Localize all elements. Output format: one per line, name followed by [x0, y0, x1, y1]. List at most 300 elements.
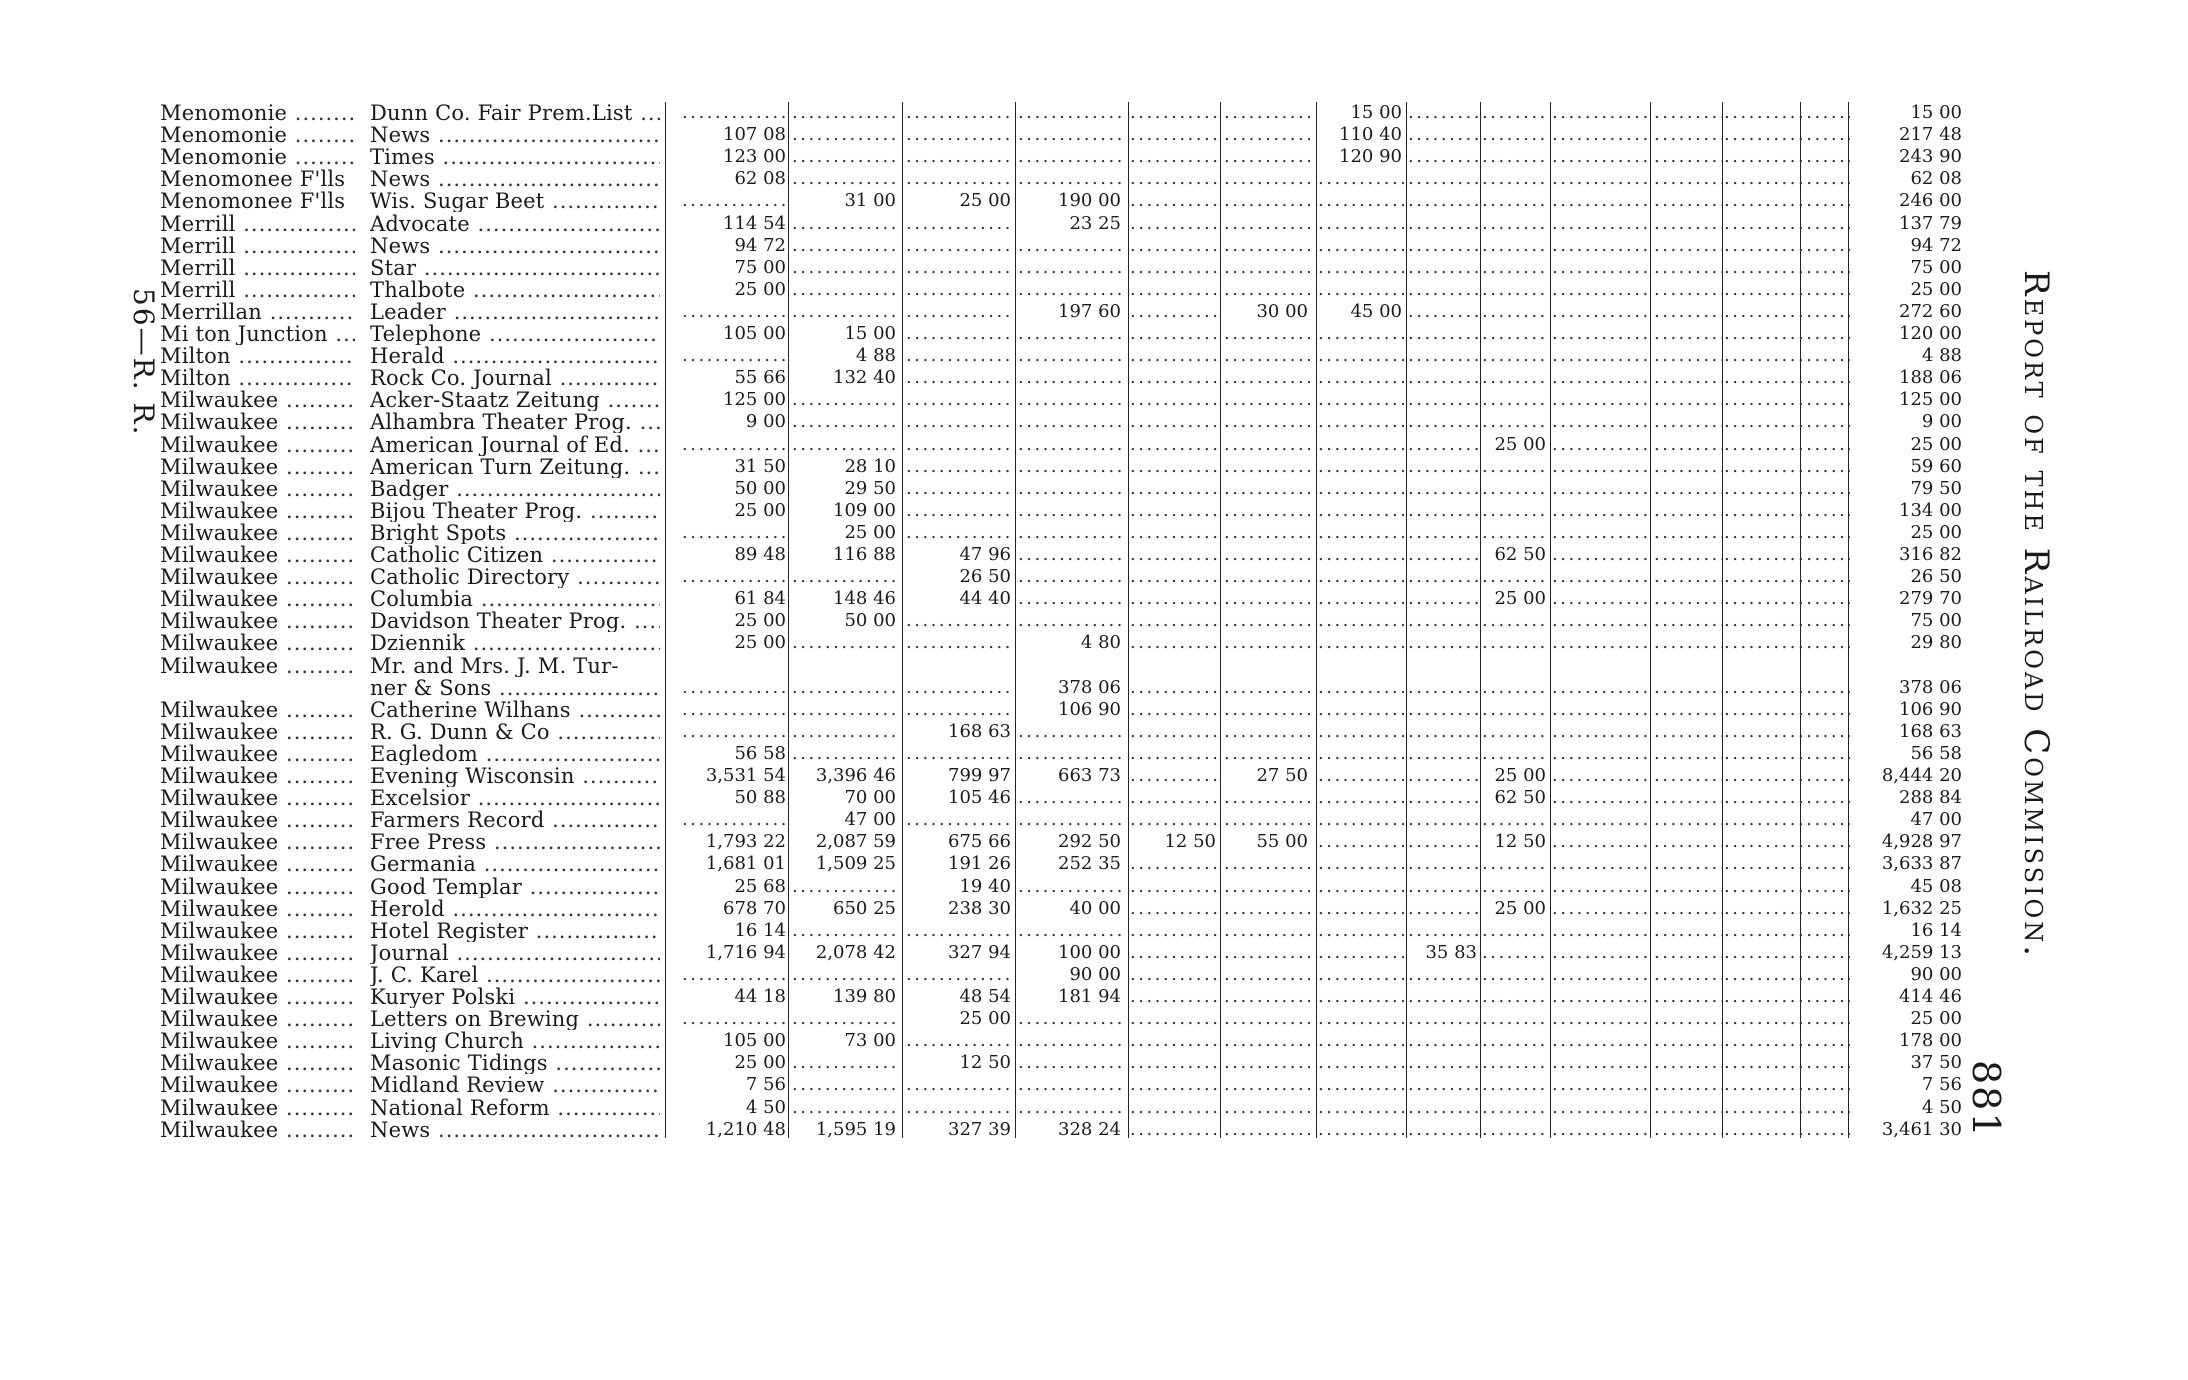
- dot-leader: [1318, 566, 1404, 588]
- publication-cell: Excelsior .....: [370, 787, 660, 809]
- ledger-row: [0, 213, 1990, 235]
- amount-cell: 114 54: [723, 212, 786, 234]
- amount-cell: 23 25: [1069, 212, 1121, 234]
- dot-leader: [1318, 478, 1404, 500]
- amount-cell: 44 18: [734, 986, 786, 1007]
- dot-leader: [1654, 566, 1722, 588]
- dot-leader: [1482, 876, 1544, 898]
- dot-leader: [1724, 610, 1850, 632]
- dot-leader: [1482, 345, 1544, 367]
- dot-leader: [1552, 345, 1652, 367]
- dot-leader: [1318, 876, 1404, 898]
- dot-leader: [1552, 920, 1652, 942]
- dot-leader: [906, 235, 1010, 257]
- dot-leader: [1224, 566, 1310, 588]
- dot-leader: [1130, 632, 1218, 654]
- dot-leader: [1724, 522, 1850, 544]
- dot-leader: [1018, 434, 1122, 456]
- dot-leader: [1318, 765, 1404, 787]
- dot-leader: [1654, 986, 1722, 1008]
- amount-cell: 1,595 19: [815, 1118, 896, 1140]
- publication-cell: Advocate .....: [370, 213, 660, 235]
- dot-leader: [1482, 213, 1544, 235]
- dot-leader: [682, 1008, 786, 1030]
- dot-leader: [1130, 434, 1218, 456]
- ledger-row: [0, 964, 1990, 986]
- total-cell: 168 63: [1899, 720, 1962, 742]
- total-cell: 243 90: [1899, 146, 1962, 168]
- publication-cell: Wis. Sugar Beet .....: [370, 190, 660, 212]
- dot-leader: [1724, 456, 1850, 478]
- dot-leader: [1318, 1030, 1404, 1052]
- amount-cell: 25 00: [959, 190, 1011, 212]
- dot-leader: [1130, 809, 1218, 831]
- dot-leader: [1318, 1052, 1404, 1074]
- dot-leader: [1018, 411, 1122, 433]
- dot-leader: [1552, 1052, 1652, 1074]
- total-cell: 75 00: [1910, 256, 1962, 278]
- dot-leader: [1018, 566, 1122, 588]
- amount-cell: 2,087 59: [815, 831, 896, 853]
- total-cell: 279 70: [1899, 588, 1962, 610]
- dot-leader: [1482, 323, 1544, 345]
- dot-leader: [1408, 831, 1478, 853]
- amount-cell: 105 46: [948, 787, 1011, 809]
- dot-leader: [1224, 323, 1310, 345]
- dot-leader: [1654, 389, 1722, 411]
- ledger-row: [0, 168, 1990, 190]
- dot-leader: [1724, 699, 1850, 721]
- total-cell: 272 60: [1899, 300, 1962, 322]
- ledger-row: [0, 765, 1990, 787]
- dot-leader: [1482, 411, 1544, 433]
- dot-leader: [682, 699, 786, 721]
- dot-leader: [792, 102, 896, 124]
- amount-cell: 90 00: [1069, 963, 1121, 985]
- dot-leader: [1224, 610, 1310, 632]
- total-cell: 120 00: [1899, 323, 1962, 344]
- town-cell: Milwaukee .....: [160, 522, 355, 544]
- amount-cell: 28 10: [844, 455, 896, 477]
- amount-cell: 378 06: [1058, 676, 1121, 698]
- dot-leader: [1724, 1119, 1850, 1141]
- dot-leader: [1552, 1030, 1652, 1052]
- ledger-row: [0, 500, 1990, 522]
- dot-leader: [1724, 942, 1850, 964]
- amount-cell: 89 48: [734, 544, 786, 565]
- dot-leader: [1318, 456, 1404, 478]
- amount-cell: 47 00: [844, 809, 896, 831]
- ledger-row: [0, 655, 1990, 677]
- dot-leader: [1724, 213, 1850, 235]
- dot-leader: [1654, 257, 1722, 279]
- dot-leader: [792, 566, 896, 588]
- dot-leader: [1482, 699, 1544, 721]
- amount-cell: 1,210 48: [705, 1118, 786, 1140]
- total-cell: 217 48: [1899, 124, 1962, 146]
- dot-leader: [1224, 1097, 1310, 1119]
- ledger-row: [0, 986, 1990, 1008]
- dot-leader: [1552, 544, 1652, 566]
- amount-cell: 1,793 22: [705, 831, 786, 853]
- dot-leader: [1482, 190, 1544, 212]
- dot-leader: [1018, 1008, 1122, 1030]
- total-cell: 288 84: [1899, 787, 1962, 809]
- dot-leader: [1018, 345, 1122, 367]
- publication-cell: Farmers Record .....: [370, 809, 660, 831]
- amount-cell: 116 88: [833, 544, 896, 565]
- dot-leader: [1318, 787, 1404, 809]
- dot-leader: [1130, 544, 1218, 566]
- publication-cell: Catholic Citizen .....: [370, 544, 660, 566]
- dot-leader: [1408, 610, 1478, 632]
- ledger-row: [0, 1119, 1990, 1141]
- amount-cell: 40 00: [1069, 897, 1121, 919]
- dot-leader: [1482, 456, 1544, 478]
- dot-leader: [1482, 1052, 1544, 1074]
- dot-leader: [1130, 765, 1218, 787]
- publication-cell: Free Press .....: [370, 831, 660, 853]
- publication-cell: Alhambra Theater Prog. .....: [370, 411, 660, 433]
- dot-leader: [1018, 1030, 1122, 1052]
- dot-leader: [1018, 920, 1122, 942]
- dot-leader: [1724, 809, 1850, 831]
- town-cell: Milwaukee .....: [160, 655, 355, 677]
- amount-cell: 55 00: [1256, 831, 1308, 853]
- dot-leader: [1130, 345, 1218, 367]
- dot-leader: [1654, 1074, 1722, 1096]
- dot-leader: [1482, 743, 1544, 765]
- dot-leader: [1654, 124, 1722, 146]
- dot-leader: [1408, 323, 1478, 345]
- dot-leader: [1654, 434, 1722, 456]
- total-cell: 1,632 25: [1881, 897, 1962, 919]
- dot-leader: [906, 743, 1010, 765]
- town-cell: Milwaukee .....: [160, 876, 355, 898]
- publication-cell: Midland Review .....: [370, 1074, 660, 1096]
- amount-cell: 106 90: [1058, 698, 1121, 720]
- dot-leader: [1224, 456, 1310, 478]
- dot-leader: [1408, 367, 1478, 389]
- dot-leader: [1724, 853, 1850, 875]
- amount-cell: 25 00: [734, 1052, 786, 1074]
- dot-leader: [1318, 699, 1404, 721]
- dot-leader: [1724, 411, 1850, 433]
- dot-leader: [1318, 831, 1404, 853]
- dot-leader: [1224, 743, 1310, 765]
- town-cell: Milton .....: [160, 367, 355, 389]
- publication-cell: Kuryer Polski .....: [370, 986, 660, 1008]
- dot-leader: [1018, 610, 1122, 632]
- amount-cell: 650 25: [833, 897, 896, 919]
- dot-leader: [1724, 168, 1850, 190]
- dot-leader: [1482, 677, 1544, 699]
- ledger-row: [0, 898, 1990, 920]
- dot-leader: [1482, 301, 1544, 323]
- dot-leader: [1724, 345, 1850, 367]
- dot-leader: [1130, 699, 1218, 721]
- dot-leader: [1552, 677, 1652, 699]
- dot-leader: [1552, 301, 1652, 323]
- dot-leader: [1318, 323, 1404, 345]
- dot-leader: [906, 301, 1010, 323]
- dot-leader: [1318, 588, 1404, 610]
- town-cell: Merrill .....: [160, 279, 355, 301]
- dot-leader: [1654, 964, 1722, 986]
- town-cell: Milwaukee .....: [160, 456, 355, 478]
- dot-leader: [1130, 301, 1218, 323]
- dot-leader: [1224, 235, 1310, 257]
- dot-leader: [906, 411, 1010, 433]
- dot-leader: [1130, 190, 1218, 212]
- dot-leader: [1552, 500, 1652, 522]
- dot-leader: [1482, 367, 1544, 389]
- amount-cell: 109 00: [833, 499, 896, 521]
- amount-cell: 799 97: [948, 765, 1011, 786]
- dot-leader: [906, 1030, 1010, 1052]
- dot-leader: [1482, 257, 1544, 279]
- amount-cell: 19 40: [959, 875, 1011, 897]
- dot-leader: [1318, 213, 1404, 235]
- dot-leader: [1724, 588, 1850, 610]
- dot-leader: [1018, 522, 1122, 544]
- dot-leader: [1654, 1030, 1722, 1052]
- amount-cell: 50 00: [844, 610, 896, 632]
- dot-leader: [1224, 102, 1310, 124]
- dot-leader: [1654, 809, 1722, 831]
- amount-cell: 25 00: [844, 521, 896, 543]
- amount-cell: 148 46: [833, 588, 896, 610]
- dot-leader: [1130, 367, 1218, 389]
- dot-leader: [1654, 632, 1722, 654]
- dot-leader: [1724, 831, 1850, 853]
- dot-leader: [1482, 124, 1544, 146]
- dot-leader: [1018, 588, 1122, 610]
- total-cell: 62 08: [1910, 168, 1962, 190]
- total-cell: 4 88: [1921, 345, 1962, 367]
- dot-leader: [792, 743, 896, 765]
- publication-cell: Davidson Theater Prog. .....: [370, 610, 660, 632]
- dot-leader: [792, 168, 896, 190]
- amount-cell: 132 40: [833, 367, 896, 389]
- publication-cell: National Reform .....: [370, 1097, 660, 1119]
- dot-leader: [1408, 853, 1478, 875]
- dot-leader: [1654, 102, 1722, 124]
- amount-cell: 55 66: [734, 367, 786, 389]
- total-cell: 37 50: [1910, 1052, 1962, 1074]
- dot-leader: [1654, 345, 1722, 367]
- dot-leader: [1482, 920, 1544, 942]
- town-cell: Milwaukee .....: [160, 566, 355, 588]
- dot-leader: [1724, 544, 1850, 566]
- dot-leader: [1130, 898, 1218, 920]
- town-cell: Milwaukee .....: [160, 765, 355, 787]
- dot-leader: [1018, 367, 1122, 389]
- dot-leader: [1724, 1097, 1850, 1119]
- dot-leader: [1408, 1097, 1478, 1119]
- dot-leader: [1130, 920, 1218, 942]
- dot-leader: [1552, 831, 1652, 853]
- dot-leader: [1318, 257, 1404, 279]
- dot-leader: [1318, 610, 1404, 632]
- amount-cell: 12 50: [1494, 831, 1546, 853]
- dot-leader: [906, 102, 1010, 124]
- dot-leader: [1318, 190, 1404, 212]
- publication-cell: Bijou Theater Prog. .....: [370, 500, 660, 522]
- dot-leader: [1552, 168, 1652, 190]
- dot-leader: [1318, 367, 1404, 389]
- dot-leader: [1130, 964, 1218, 986]
- town-cell: Milwaukee .....: [160, 1074, 355, 1096]
- dot-leader: [1482, 632, 1544, 654]
- dot-leader: [1408, 677, 1478, 699]
- dot-leader: [1318, 235, 1404, 257]
- dot-leader: [1724, 632, 1850, 654]
- dot-leader: [906, 279, 1010, 301]
- dot-leader: [1724, 500, 1850, 522]
- ledger-row: [0, 367, 1990, 389]
- town-cell: Milwaukee .....: [160, 699, 355, 721]
- dot-leader: [1130, 986, 1218, 1008]
- dot-leader: [1482, 1030, 1544, 1052]
- dot-leader: [792, 1008, 896, 1030]
- dot-leader: [682, 566, 786, 588]
- dot-leader: [1552, 876, 1652, 898]
- total-cell: 4,928 97: [1881, 831, 1962, 853]
- town-cell: Merrill .....: [160, 257, 355, 279]
- dot-leader: [1482, 500, 1544, 522]
- dot-leader: [1018, 146, 1122, 168]
- dot-leader: [1408, 500, 1478, 522]
- publication-cell: Living Church .....: [370, 1030, 660, 1052]
- dot-leader: [1224, 787, 1310, 809]
- dot-leader: [1552, 456, 1652, 478]
- amount-cell: 139 80: [833, 986, 896, 1007]
- total-cell: 378 06: [1899, 676, 1962, 698]
- dot-leader: [1018, 1097, 1122, 1119]
- publication-cell: Columbia .....: [370, 588, 660, 610]
- dot-leader: [1552, 787, 1652, 809]
- dot-leader: [1318, 632, 1404, 654]
- town-cell: Milwaukee .....: [160, 588, 355, 610]
- dot-leader: [1552, 853, 1652, 875]
- publication-cell: Thalbote .....: [370, 279, 660, 301]
- dot-leader: [792, 124, 896, 146]
- dot-leader: [1130, 213, 1218, 235]
- amount-cell: 25 00: [734, 278, 786, 300]
- dot-leader: [1130, 853, 1218, 875]
- dot-leader: [1224, 478, 1310, 500]
- dot-leader: [1318, 1008, 1404, 1030]
- publication-cell: Rock Co. Journal .....: [370, 367, 660, 389]
- town-cell: Milwaukee .....: [160, 964, 355, 986]
- sheet-mark: 56—R. R.: [127, 288, 160, 437]
- amount-cell: 44 40: [959, 588, 1011, 610]
- dot-leader: [906, 1074, 1010, 1096]
- amount-cell: 327 39: [948, 1118, 1011, 1140]
- amount-cell: 105 00: [723, 323, 786, 344]
- dot-leader: [1724, 323, 1850, 345]
- dot-leader: [1482, 1097, 1544, 1119]
- dot-leader: [1224, 1030, 1310, 1052]
- dot-leader: [1552, 522, 1652, 544]
- publication-cell: Badger .....: [370, 478, 660, 500]
- dot-leader: [1018, 876, 1122, 898]
- publication-cell: American Journal of Ed. .....: [370, 434, 660, 456]
- town-cell: Milwaukee .....: [160, 544, 355, 566]
- amount-cell: 663 73: [1058, 765, 1121, 786]
- dot-leader: [1654, 213, 1722, 235]
- dot-leader: [682, 721, 786, 743]
- dot-leader: [682, 345, 786, 367]
- ledger-row: [0, 1097, 1990, 1119]
- amount-cell: 25 68: [734, 875, 786, 897]
- ledger-row: [0, 787, 1990, 809]
- dot-leader: [906, 964, 1010, 986]
- dot-leader: [1654, 1097, 1722, 1119]
- dot-leader: [1482, 478, 1544, 500]
- ledger-row: [0, 323, 1990, 345]
- amount-cell: 12 50: [959, 1052, 1011, 1074]
- dot-leader: [1224, 434, 1310, 456]
- publication-cell: Herold .....: [370, 898, 660, 920]
- dot-leader: [1482, 102, 1544, 124]
- dot-leader: [1654, 898, 1722, 920]
- dot-leader: [1552, 743, 1652, 765]
- total-cell: 316 82: [1899, 544, 1962, 565]
- dot-leader: [1318, 434, 1404, 456]
- dot-leader: [792, 721, 896, 743]
- ledger-row: [0, 566, 1990, 588]
- dot-leader: [792, 677, 896, 699]
- total-cell: 137 79: [1899, 212, 1962, 234]
- dot-leader: [682, 809, 786, 831]
- dot-leader: [1654, 190, 1722, 212]
- amount-cell: 4 80: [1080, 632, 1121, 654]
- dot-leader: [682, 190, 786, 212]
- ledger-row: [0, 345, 1990, 367]
- dot-leader: [1224, 1074, 1310, 1096]
- dot-leader: [1408, 1052, 1478, 1074]
- dot-leader: [1130, 787, 1218, 809]
- amount-cell: 123 00: [723, 146, 786, 168]
- dot-leader: [1130, 942, 1218, 964]
- dot-leader: [1318, 898, 1404, 920]
- dot-leader: [1408, 721, 1478, 743]
- dot-leader: [1654, 610, 1722, 632]
- dot-leader: [1552, 632, 1652, 654]
- amount-cell: 110 40: [1339, 124, 1402, 146]
- amount-cell: 3,396 46: [815, 765, 896, 786]
- dot-leader: [1552, 279, 1652, 301]
- dot-leader: [906, 389, 1010, 411]
- dot-leader: [1224, 876, 1310, 898]
- dot-leader: [1130, 1097, 1218, 1119]
- dot-leader: [1318, 677, 1404, 699]
- dot-leader: [1482, 522, 1544, 544]
- amount-cell: 4 88: [855, 345, 896, 367]
- amount-cell: 50 00: [734, 477, 786, 499]
- amount-cell: 120 90: [1339, 146, 1402, 168]
- dot-leader: [1552, 257, 1652, 279]
- town-cell: Merrill .....: [160, 213, 355, 235]
- publication-cell: Mr. and Mrs. J. M. Tur-: [370, 654, 619, 677]
- dot-leader: [1408, 920, 1478, 942]
- dot-leader: [1018, 168, 1122, 190]
- dot-leader: [1552, 1097, 1652, 1119]
- amount-cell: 62 50: [1494, 544, 1546, 565]
- dot-leader: [1018, 544, 1122, 566]
